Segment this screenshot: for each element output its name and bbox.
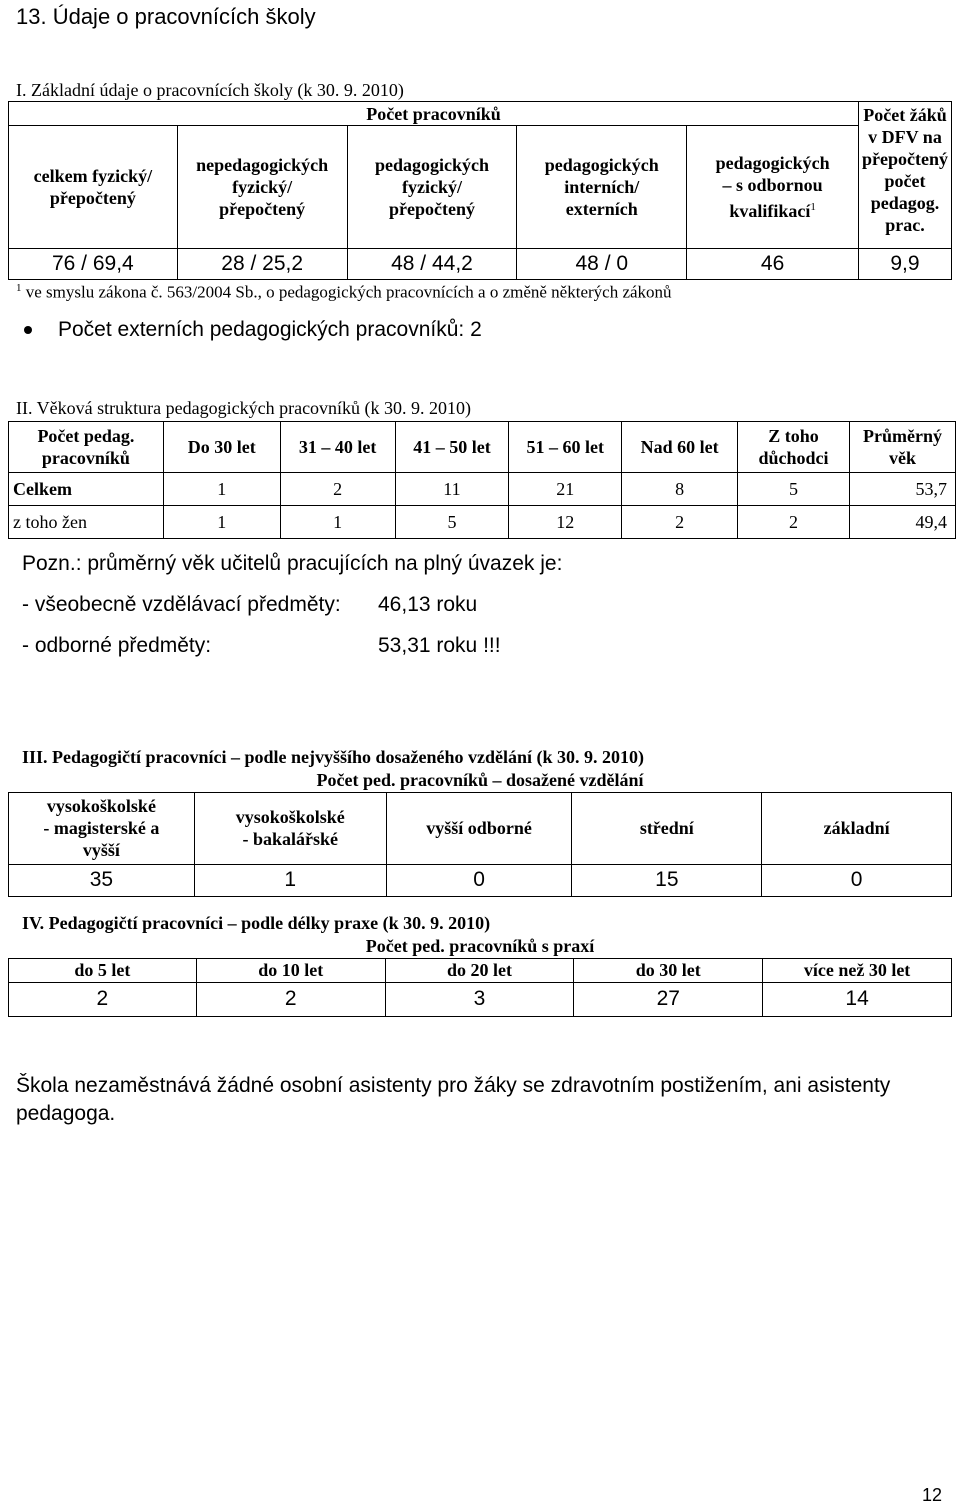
table-cell: 2 [196, 982, 385, 1016]
table-cell: 11 [395, 473, 509, 506]
table-cell: 0 [386, 864, 572, 896]
table-cell: 35 [9, 864, 195, 896]
table-cell: 49,4 [849, 506, 955, 539]
pupils-per-teacher-header: Počet žáků v DFV na přepočtený počet pedagog. prac. [858, 102, 951, 249]
age-header-pensioners: Z toho důchodci [738, 422, 850, 473]
table-row-label: Celkem [9, 473, 164, 506]
exp-header-over30: více než 30 let [763, 958, 952, 982]
experience-table [8, 934, 952, 1017]
table-cell: 2 [622, 506, 738, 539]
edu-header-higher-vocational: vyšší odborné [386, 792, 572, 864]
table-cell: 2 [738, 506, 850, 539]
age-header-average: Průměrný věk [849, 422, 955, 473]
table-cell: 12 [509, 506, 622, 539]
age-header-over60: Nad 60 let [622, 422, 738, 473]
age-header-count: Počet pedag. pracovníků [9, 422, 164, 473]
footnote-text: ve smyslu zákona č. 563/2004 Sb., o pedagogických pracovnících a o změně některých zákonů [25, 282, 672, 302]
section-3-title: III. Pedagogičtí pracovníci – podle nejvyššího dosaženého vzdělání (k 30. 9. 2010) [22, 747, 645, 767]
teaching-internal-header: pedagogických interních/ externích [517, 126, 687, 249]
teaching-header: pedagogických fyzický/ přepočtený [347, 126, 517, 249]
value-total: 76 / 69,4 [9, 249, 178, 280]
age-note-vocational-label: - odborné předměty: [22, 634, 212, 657]
table-cell: 1 [163, 473, 280, 506]
table-cell: 15 [572, 864, 762, 896]
table-cell: 1 [163, 506, 280, 539]
age-structure-table [8, 421, 956, 539]
qualified-header-text: pedagogických – s odbornou kvalifikací [715, 153, 830, 221]
table-cell: 2 [9, 982, 197, 1016]
exp-header-10: do 10 let [196, 958, 385, 982]
value-teaching: 48 / 44,2 [347, 249, 517, 280]
age-header-31-40: 31 – 40 let [280, 422, 395, 473]
table-cell: 1 [194, 864, 386, 896]
page-heading: 13. Údaje o pracovnících školy [16, 4, 316, 29]
age-header-51-60: 51 – 60 let [509, 422, 622, 473]
exp-header-30: do 30 let [574, 958, 763, 982]
staff-count-group-header: Počet pracovníků [9, 102, 859, 126]
exp-header-5: do 5 let [9, 958, 197, 982]
section-4-title: IV. Pedagogičtí pracovníci – podle délky praxe (k 30. 9. 2010) [22, 913, 491, 933]
edu-header-secondary: střední [572, 792, 762, 864]
table-cell: 5 [738, 473, 850, 506]
total-header: celkem fyzický/ přepočtený [9, 126, 178, 249]
edu-header-bachelor: vysokoškolské - bakalářské [194, 792, 386, 864]
footnote [16, 282, 672, 303]
age-note-general-label: - všeobecně vzdělávací předměty: [22, 593, 341, 616]
age-header-under30: Do 30 let [163, 422, 280, 473]
table-cell: 5 [395, 506, 509, 539]
page-number: 12 [922, 1485, 943, 1505]
footnote-mark: 1 [16, 282, 22, 294]
age-header-41-50: 41 – 50 let [395, 422, 509, 473]
experience-group-header: Počet ped. pracovníků s praxí [9, 934, 952, 958]
table-cell: 3 [385, 982, 574, 1016]
bullet-icon [24, 326, 32, 334]
non-teaching-header: nepedagogických fyzický/ přepočtený [177, 126, 347, 249]
education-group-header: Počet ped. pracovníků – dosažené vzdělání [9, 768, 952, 792]
value-internal: 48 / 0 [517, 249, 687, 280]
table-cell: 0 [762, 864, 952, 896]
edu-header-basic: základní [762, 792, 952, 864]
qualified-header [687, 126, 859, 249]
table-cell: 2 [280, 473, 395, 506]
external-staff-text: Počet externích pedagogických pracovníků: 2 [58, 318, 482, 341]
section-1-title: I. Základní údaje o pracovnících školy (k 30. 9. 2010) [16, 80, 404, 100]
age-note-general-value: 46,13 roku [378, 593, 478, 616]
value-qualified: 46 [687, 249, 859, 280]
footnote-ref: 1 [810, 201, 816, 213]
table-row-label: z toho žen [9, 506, 164, 539]
table-cell: 8 [622, 473, 738, 506]
section-2-title: II. Věková struktura pedagogických pracovníků (k 30. 9. 2010) [16, 398, 472, 418]
table-cell: 14 [763, 982, 952, 1016]
table-cell: 53,7 [849, 473, 955, 506]
table-cell: 21 [509, 473, 622, 506]
value-non-teaching: 28 / 25,2 [177, 249, 347, 280]
basic-staff-table [8, 101, 952, 280]
closing-paragraph: Škola nezaměstnává žádné osobní asistenty pro žáky se zdravotním postižením, ani asistenty pedagoga. [16, 1074, 891, 1125]
table-cell: 1 [280, 506, 395, 539]
age-note-vocational-value: 53,31 roku !!! [378, 634, 501, 657]
table-cell: 27 [574, 982, 763, 1016]
external-staff-bullet [16, 318, 482, 342]
age-note-title: Pozn.: průměrný věk učitelů pracujících na plný úvazek je: [22, 552, 563, 575]
value-pupils: 9,9 [858, 249, 951, 280]
edu-header-masters: vysokoškolské - magisterské a vyšší [9, 792, 195, 864]
exp-header-20: do 20 let [385, 958, 574, 982]
education-table [8, 768, 952, 897]
